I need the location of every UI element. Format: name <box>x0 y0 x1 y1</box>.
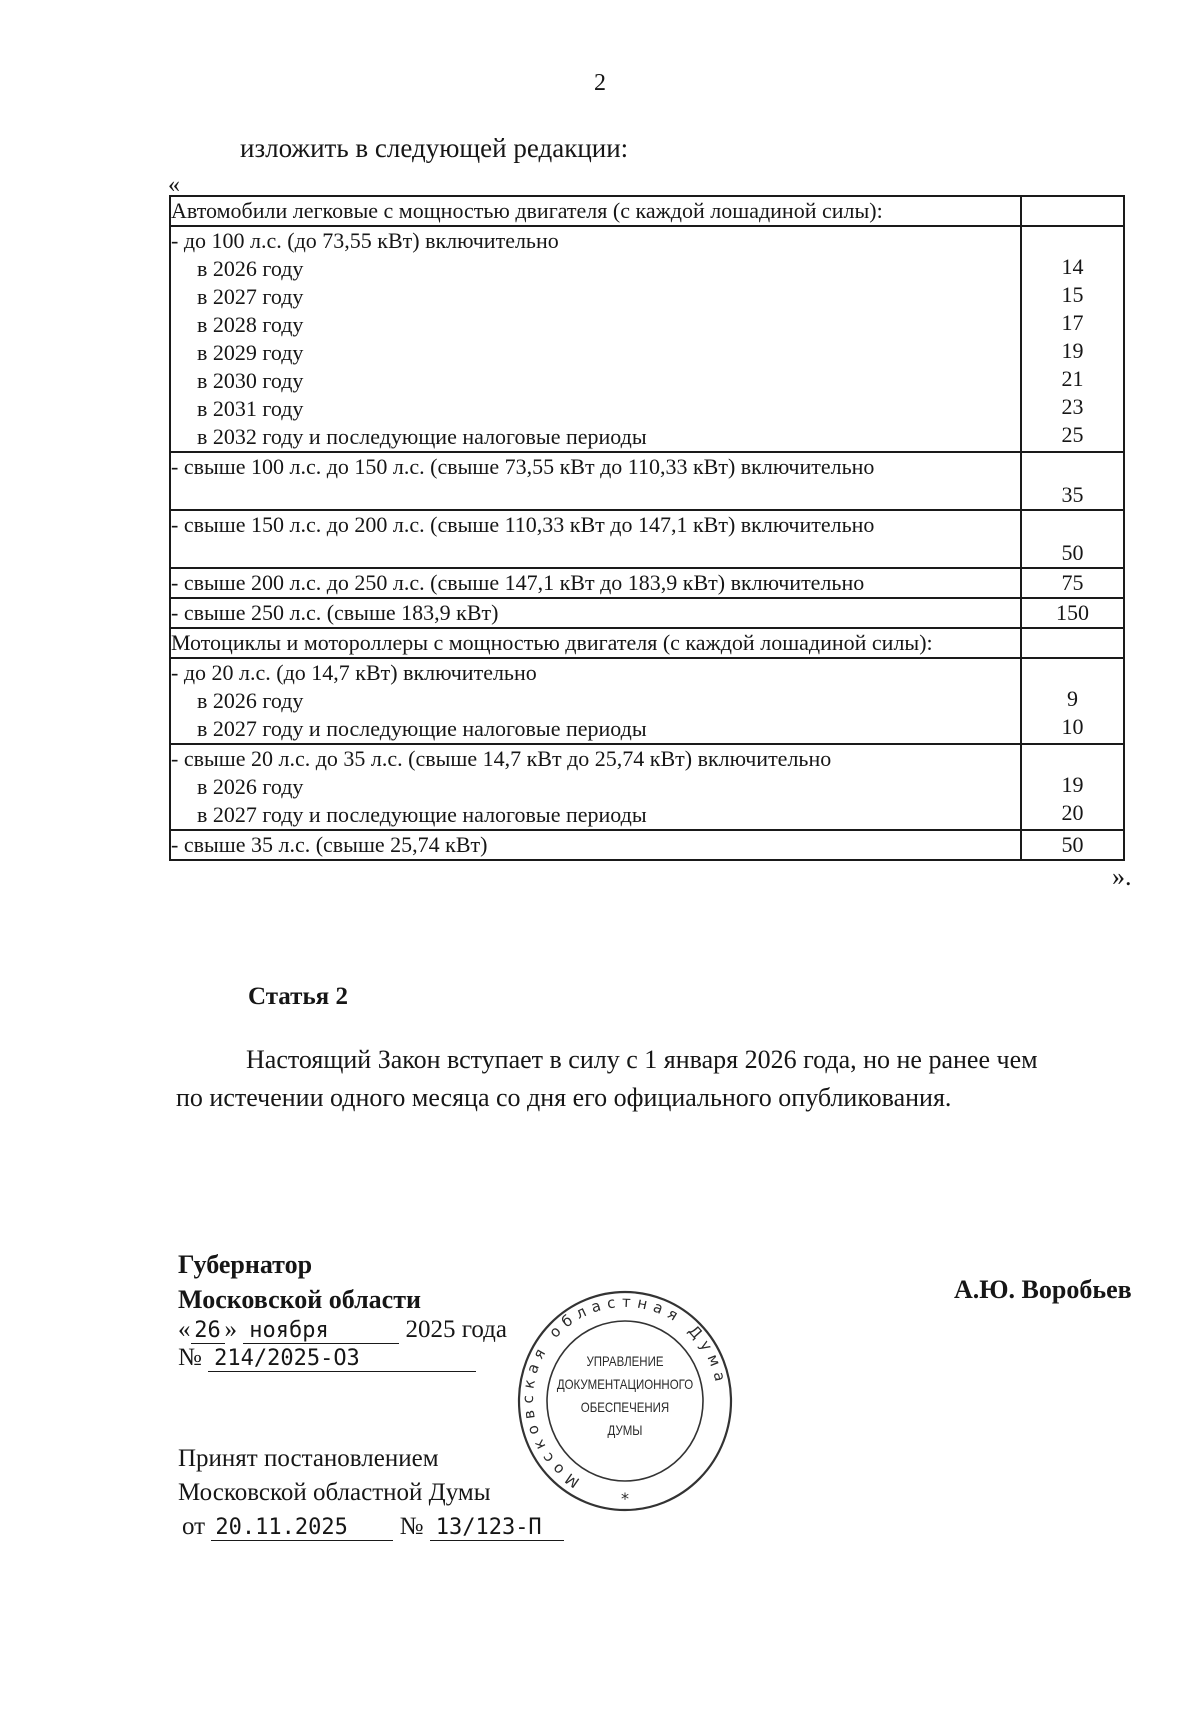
cars-group4-label: - свыше 200 л.с. до 250 л.с. (свыше 147,1 кВт до 183,9 кВт) включительно <box>171 570 865 595</box>
rate-value: 23 <box>1061 394 1084 419</box>
cars-group1-title: - до 100 л.с. (до 73,55 кВт) включительно <box>171 228 559 253</box>
seal-ring-text: Московская областная Дума <box>518 1292 731 1492</box>
cars-group1-cell <box>170 226 1021 452</box>
table-row <box>170 658 1124 744</box>
official-seal <box>514 1288 736 1514</box>
rate-value: 35 <box>1061 482 1084 507</box>
signatory-title-line2: Московской области <box>178 1285 421 1314</box>
table-row <box>170 510 1124 568</box>
rate-value: 150 <box>1056 600 1089 625</box>
moto-group3-value-cell <box>1021 830 1124 860</box>
moto-header: Мотоциклы и мотороллеры с мощностью двигателя (с каждой лошадиной силы): <box>171 630 933 655</box>
closing-quote: ». <box>1112 862 1132 891</box>
moto-group2-row-label: в 2027 году и последующие налоговые периоды <box>197 802 647 827</box>
seal-line1: УПРАВЛЕНИЕ <box>586 1353 664 1369</box>
signing-date <box>178 1316 507 1372</box>
rate-value: 17 <box>1061 310 1084 335</box>
moto-group1-row-label: в 2027 году и последующие налоговые периоды <box>197 716 647 741</box>
seal-line4: ДУМЫ <box>607 1422 643 1438</box>
moto-group2-cell <box>170 744 1021 830</box>
cars-group1-row-label: в 2032 году и последующие налоговые периоды <box>197 424 647 449</box>
rate-value: 19 <box>1061 338 1084 363</box>
signatory-name: А.Ю. Воробьев <box>954 1275 1132 1304</box>
moto-group1-values <box>1021 658 1124 744</box>
page-number: 2 <box>594 70 606 96</box>
date-quote-left: « <box>178 1316 191 1343</box>
table-row <box>170 830 1124 860</box>
cars-group5-cell <box>170 598 1021 628</box>
rate-value: 20 <box>1061 800 1084 825</box>
number-sign: № <box>178 1344 202 1371</box>
rate-value: 15 <box>1061 282 1084 307</box>
moto-group2-row-label: в 2026 году <box>197 774 304 799</box>
table-row <box>170 196 1124 226</box>
rate-value: 25 <box>1061 422 1084 447</box>
table-row <box>170 628 1124 658</box>
table-row <box>170 598 1124 628</box>
table-row <box>170 568 1124 598</box>
rate-value: 19 <box>1061 772 1084 797</box>
law-number: 214/2025-ОЗ <box>208 1346 476 1372</box>
rate-value: 9 <box>1067 686 1078 711</box>
moto-group2-title: - свыше 20 л.с. до 35 л.с. (свыше 14,7 кВт до 25,74 кВт) включительно <box>171 746 832 771</box>
signatory-title-line1: Губернатор <box>178 1250 313 1279</box>
cars-group2-label: - свыше 100 л.с. до 150 л.с. (свыше 73,55 кВт до 110,33 кВт) включительно <box>171 454 875 479</box>
signing-day: 26 <box>191 1318 225 1344</box>
cars-group2-value-cell <box>1021 452 1124 510</box>
signing-year: 2025 года <box>405 1316 507 1343</box>
moto-group2-values <box>1021 744 1124 830</box>
cars-group4-value-cell <box>1021 568 1124 598</box>
empty-value-cell <box>1021 196 1124 226</box>
adoption-number-sign: № <box>399 1513 424 1540</box>
moto-group1-title: - до 20 л.с. (до 14,7 кВт) включительно <box>171 660 537 685</box>
date-quote-right: » <box>224 1316 237 1343</box>
adoption-line2: Московской областной Думы <box>178 1479 491 1506</box>
seal-line3: ОБЕСПЕЧЕНИЯ <box>580 1399 670 1415</box>
cars-group1-row-label: в 2031 году <box>197 396 304 421</box>
cars-group3-label: - свыше 150 л.с. до 200 л.с. (свыше 110,33 кВт до 147,1 кВт) включительно <box>171 512 875 537</box>
article-title: Статья 2 <box>248 983 348 1010</box>
rate-value: 14 <box>1061 254 1084 279</box>
cars-group5-value-cell <box>1021 598 1124 628</box>
moto-group1-cell <box>170 658 1021 744</box>
cars-header-cell <box>170 196 1021 226</box>
cars-group1-row-label: в 2026 году <box>197 256 304 281</box>
adoption-from: от <box>182 1513 206 1540</box>
table-row <box>170 452 1124 510</box>
cars-group3-value-cell <box>1021 510 1124 568</box>
rate-value: 75 <box>1061 570 1084 595</box>
moto-header-cell <box>170 628 1021 658</box>
empty-value-cell <box>1021 628 1124 658</box>
cars-group1-row-label: в 2030 году <box>197 368 304 393</box>
cars-group1-row-label: в 2029 году <box>197 340 304 365</box>
cars-group2-cell <box>170 452 1021 510</box>
table-row <box>170 744 1124 830</box>
cars-group5-label: - свыше 250 л.с. (свыше 183,9 кВт) <box>171 600 499 625</box>
rate-value: 50 <box>1061 540 1084 565</box>
moto-group3-cell <box>170 830 1021 860</box>
cars-group1-row-label: в 2027 году <box>197 284 304 309</box>
rate-value: 50 <box>1061 832 1084 857</box>
cars-group1-row-label: в 2028 году <box>197 312 304 337</box>
signing-month: ноября <box>243 1318 399 1344</box>
seal-line2: ДОКУМЕНТАЦИОННОГО <box>556 1376 694 1392</box>
adoption-line1: Принят постановлением <box>178 1445 439 1472</box>
moto-group3-label: - свыше 35 л.с. (свыше 25,74 кВт) <box>171 832 488 857</box>
cars-group1-values <box>1021 226 1124 452</box>
cars-header: Автомобили легковые с мощностью двигателя (с каждой лошадиной силы): <box>171 198 883 223</box>
opening-quote: « <box>168 172 180 198</box>
article-text-line1: Настоящий Закон вступает в силу с 1 января 2026 года, но не ранее чем <box>246 1045 1038 1074</box>
adoption-date: 20.11.2025 <box>211 1515 393 1541</box>
table-row <box>170 226 1124 452</box>
intro-text: изложить в следующей редакции: <box>240 133 629 163</box>
adoption-number: 13/123-П <box>430 1515 564 1541</box>
rate-value: 10 <box>1061 714 1084 739</box>
cars-group4-cell <box>170 568 1021 598</box>
moto-group1-row-label: в 2026 году <box>197 688 304 713</box>
rate-value: 21 <box>1061 366 1084 391</box>
seal-star: * <box>621 1489 629 1508</box>
tax-rate-table <box>169 195 1125 861</box>
article-text-line2: по истечении одного месяца со дня его официального опубликования. <box>176 1083 952 1112</box>
cars-group3-cell <box>170 510 1021 568</box>
adoption-line3 <box>182 1513 564 1541</box>
